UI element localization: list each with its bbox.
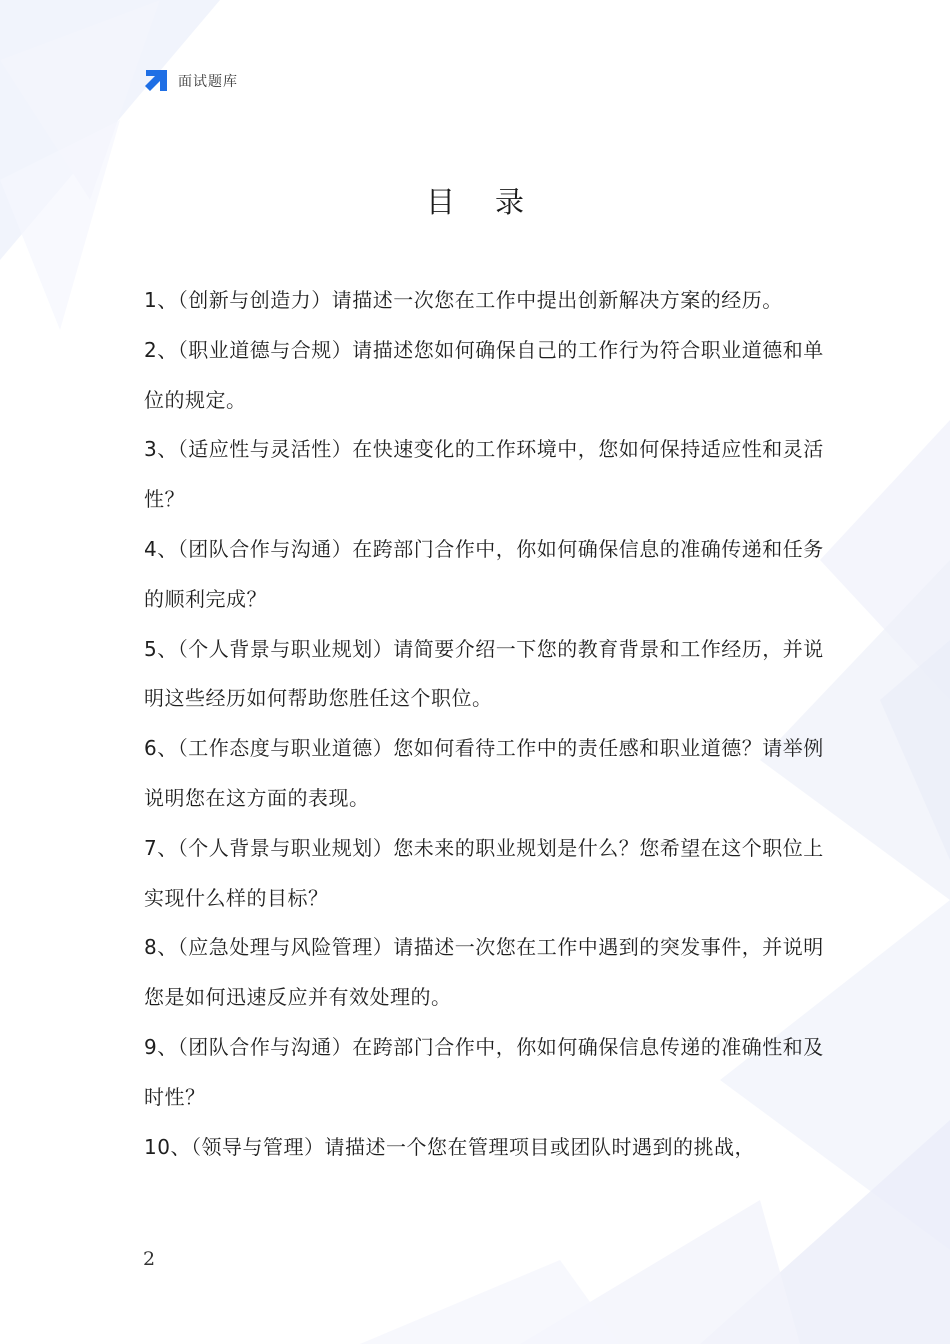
toc-item[interactable]: 1、（创新与创造力）请描述一次您在工作中提出创新解决方案的经历。 xyxy=(144,288,783,312)
toc-item[interactable]: 7、（个人背景与职业规划）您未来的职业规划是什么？您希望在这个职位上实现什么样的目标？ xyxy=(144,835,824,910)
table-of-contents xyxy=(144,276,834,1172)
toc-item[interactable]: 9、（团队合作与沟通）在跨部门合作中，你如何确保信息传递的准确性和及时性？ xyxy=(144,1034,824,1109)
page-title: 目录 xyxy=(425,185,564,219)
toc-item[interactable]: 5、（个人背景与职业规划）请简要介绍一下您的教育背景和工作经历，并说明这些经历如何帮助您胜任这个职位。 xyxy=(144,636,824,711)
toc-item[interactable]: 6、（工作态度与职业道德）您如何看待工作中的责任感和职业道德？请举例说明您在这方面的表现。 xyxy=(144,736,824,810)
toc-item[interactable]: 3、（适应性与灵活性）在快速变化的工作环境中，您如何保持适应性和灵活性？ xyxy=(144,437,824,512)
header xyxy=(143,68,238,94)
arrow-up-right-icon xyxy=(143,68,169,94)
toc-item[interactable]: 8、（应急处理与风险管理）请描述一次您在工作中遇到的突发事件，并说明您是如何迅速反应并有效处理的。 xyxy=(144,935,824,1010)
toc-item[interactable]: 4、（团队合作与沟通）在跨部门合作中，你如何确保信息的准确传递和任务的顺利完成？ xyxy=(144,536,824,611)
page-number: 2 xyxy=(143,1248,156,1270)
toc-item[interactable]: 2、（职业道德与合规）请描述您如何确保自己的工作行为符合职业道德和单位的规定。 xyxy=(144,337,824,412)
toc-item[interactable]: 10、（领导与管理）请描述一个您在管理项目或团队时遇到的挑战， xyxy=(144,1134,755,1159)
brand-label: 面试题库 xyxy=(178,74,238,90)
